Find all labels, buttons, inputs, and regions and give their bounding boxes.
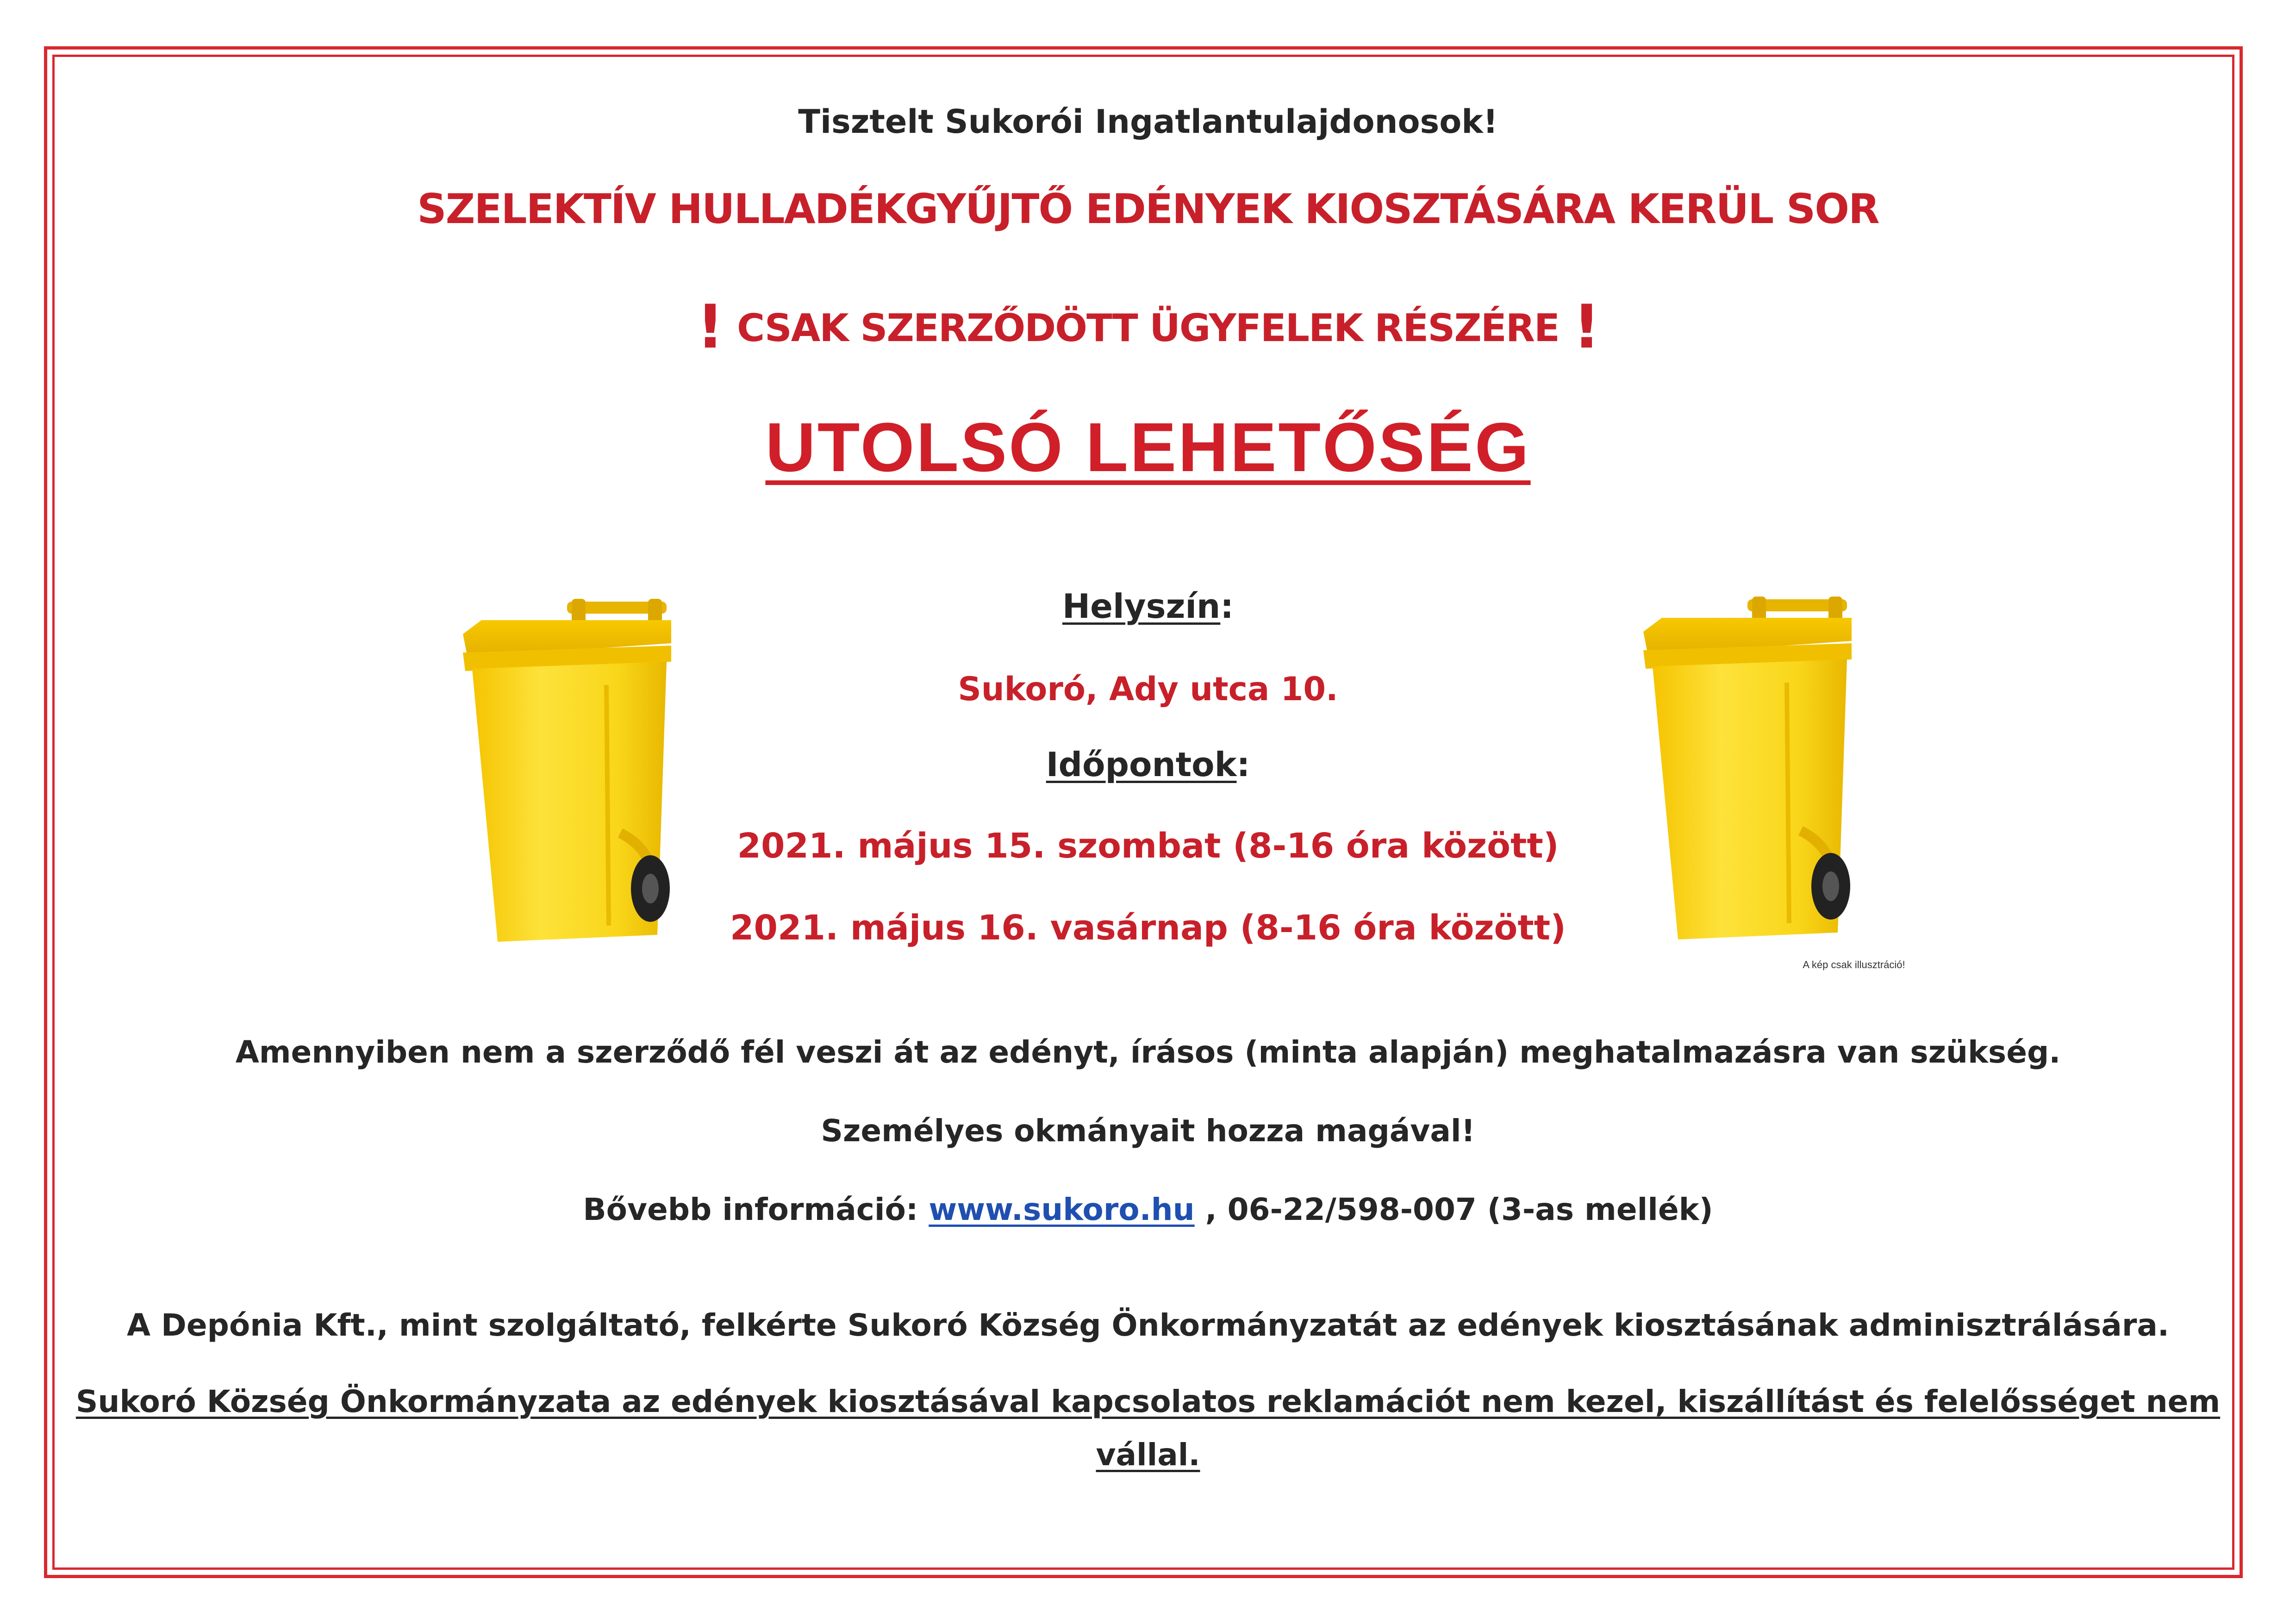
last-chance-title: UTOLSÓ LEHETŐSÉG [765,408,1531,486]
documents-note: Személyes okmányait hozza magával! [821,1113,1475,1149]
website-link[interactable]: www.sukoro.hu [929,1192,1195,1227]
location-value: Sukoró, Ady utca 10. [958,670,1338,708]
disclaimer-line-2: vállal. [1096,1437,1200,1473]
time-slot-1: 2021. május 15. szombat (8-16 óra között) [737,826,1559,866]
exclamation-mark-right: ! [1572,292,1600,362]
illustration-caption: A kép csak illusztráció! [1803,959,1905,970]
headline: SZELEKTÍV HULLADÉKGYŰJTŐ EDÉNYEK KIOSZTÁSÁRA KERÜL SOR [417,185,1879,233]
exclamation-mark-left: ! [696,292,724,362]
disclaimer-line-1: Sukoró Község Önkormányzata az edények kiosztásával kapcsolatos reklamációt nem kezel, kiszállítást és felelősséget nem [75,1384,2221,1419]
times-label: Időpontok: [1046,745,1250,784]
info-line: Bővebb információ: www.sukoro.hu , 06-22/598-007 (3-as mellék) [583,1192,1713,1227]
notice [0,292,2296,362]
time-slot-2: 2021. május 16. vasárnap (8-16 óra között) [730,908,1566,948]
authorization-note: Amennyiben nem a szerződő fél veszi át az edényt, írásos (minta alapján) meghatalmazásra van szükség. [235,1034,2061,1070]
greeting: Tisztelt Sukorói Ingatlantulajdonosok! [798,103,1498,141]
notice-text: CSAK SZERZŐDÖTT ÜGYFELEK RÉSZÉRE [737,306,1559,350]
depónia-note: A Depónia Kft., mint szolgáltató, felkérte Sukoró Község Önkormányzatát az edények kiosztásának adminisztrálására. [127,1307,2169,1343]
location-label: Helyszín: [1062,587,1234,626]
